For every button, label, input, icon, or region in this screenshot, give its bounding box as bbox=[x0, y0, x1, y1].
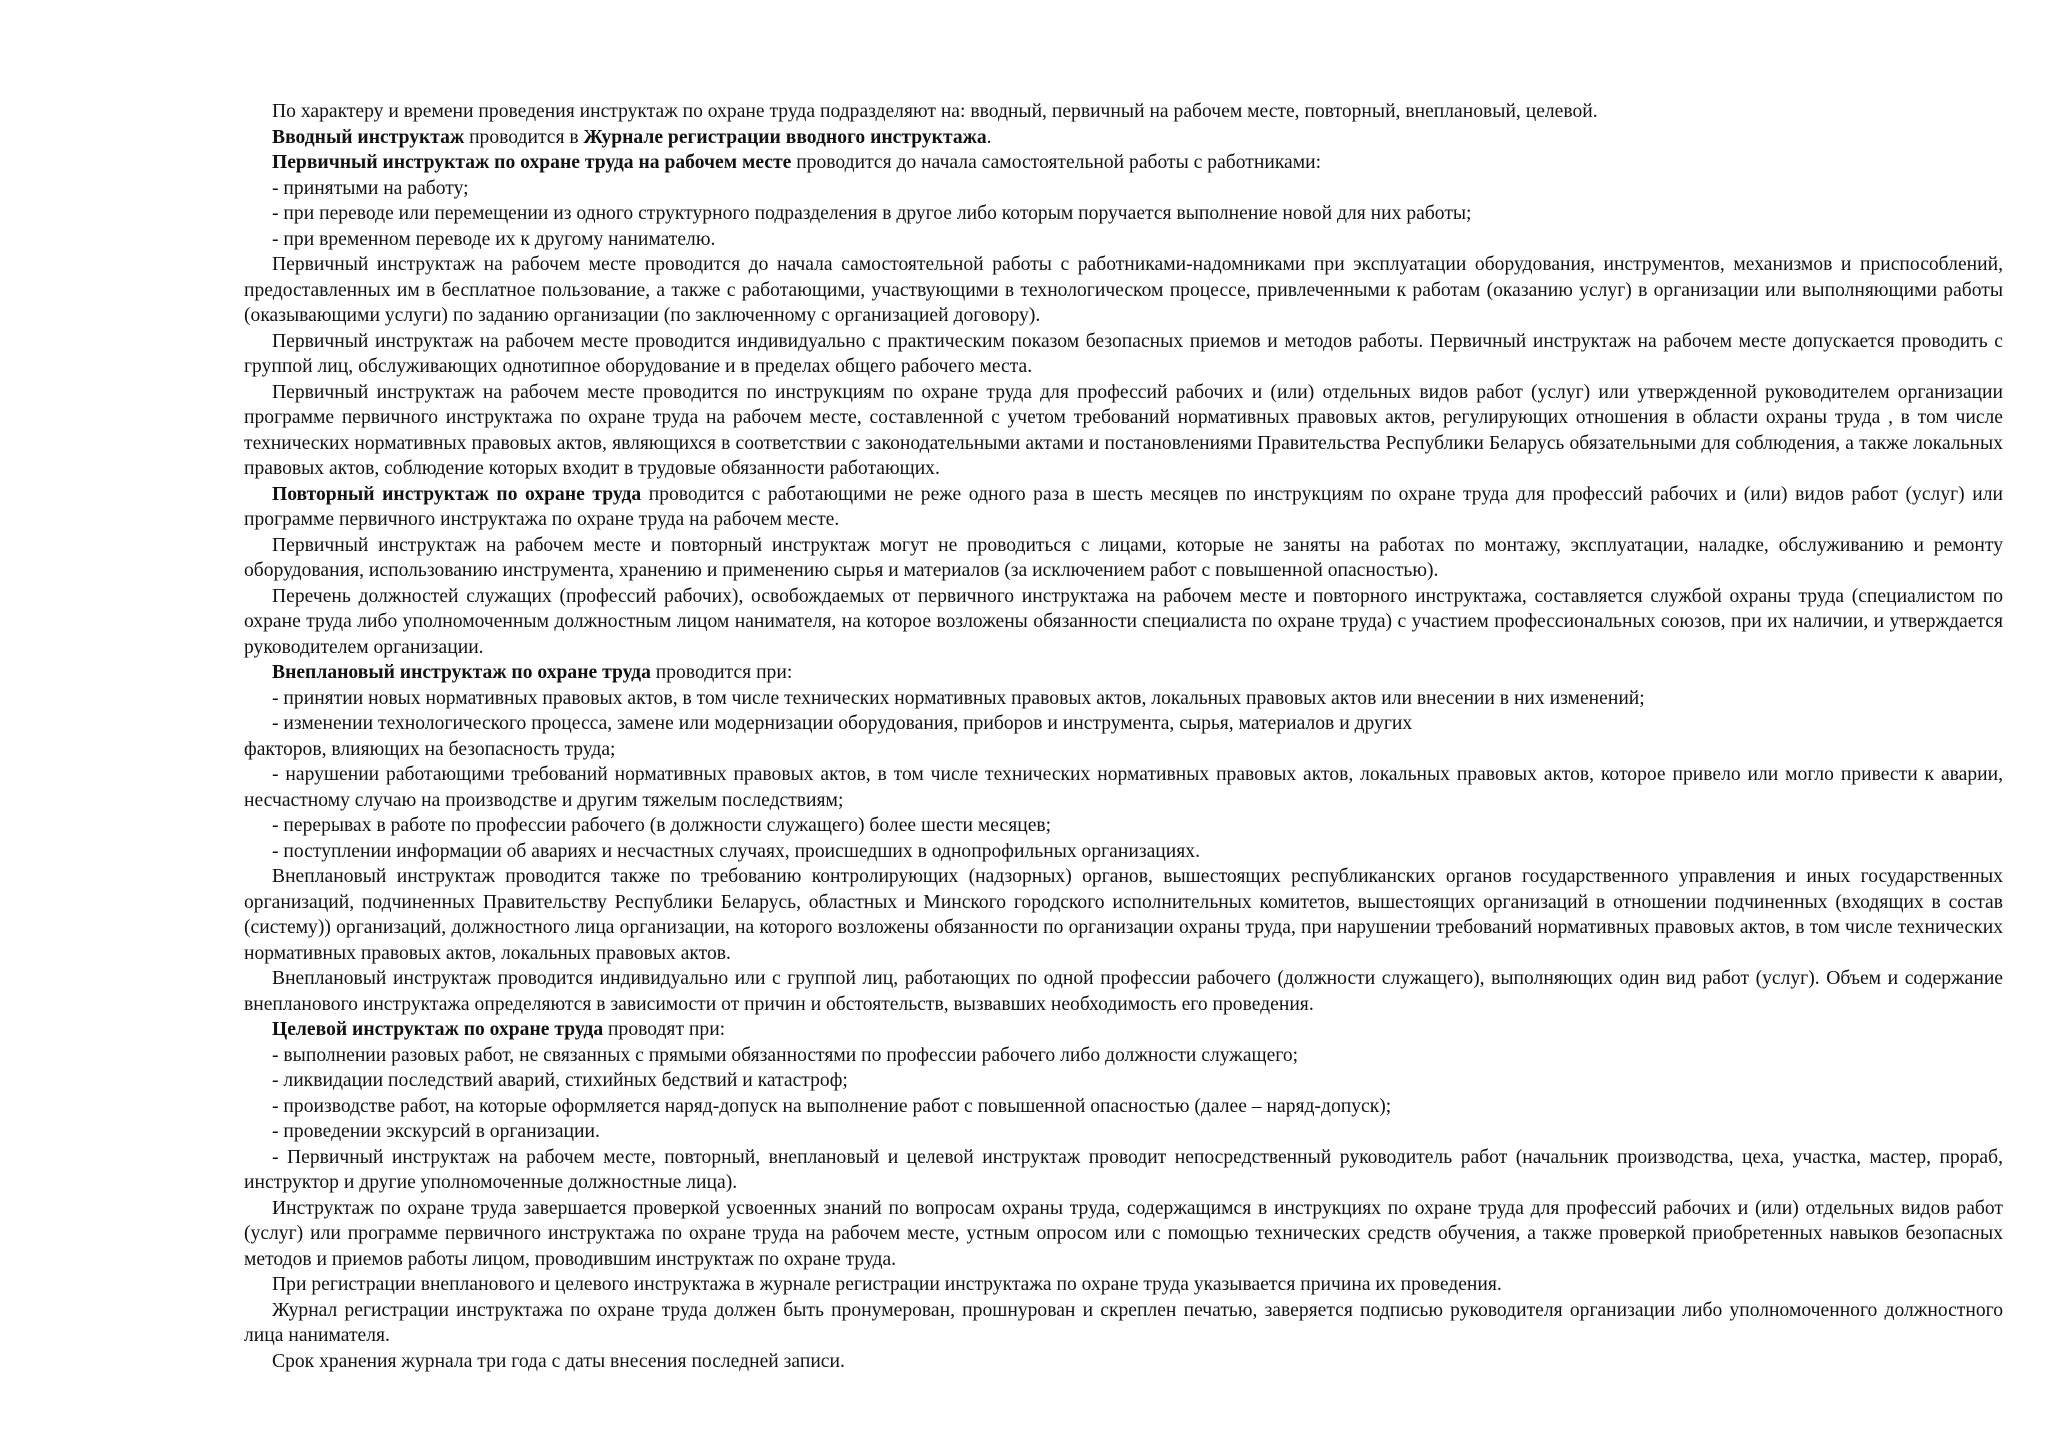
term-unscheduled: Внеплановый инструктаж по охране труда bbox=[272, 662, 651, 683]
list-item: - принятыми на работу; bbox=[272, 177, 469, 199]
paragraph-unscheduled bbox=[244, 660, 2003, 686]
paragraph-text: . bbox=[986, 126, 992, 148]
paragraph: Первичный инструктаж на рабочем месте и повторный инструктаж могут не проводиться с лицами, которые не заняты на работах по монтажу, эксплуатации, наладке, обслуживанию и ремонту оборудования, использованию инструмента, хранению и применению сырья и материалов (за исключением работ с повышенной опасностью). bbox=[244, 534, 2003, 581]
paragraph-text: проводится до начала самостоятельной работы с работниками: bbox=[791, 152, 1322, 173]
list-item: - ликвидации последствий аварий, стихийных бедствий и катастроф; bbox=[272, 1070, 848, 1091]
paragraph-text: проводится в bbox=[464, 126, 584, 148]
list-item: - проведении экскурсий в организации. bbox=[272, 1121, 600, 1142]
paragraph: Журнал регистрации инструктажа по охране труда должен быть пронумерован, прошнурован и скреплен печатью, заверяется подписью руководителя организации либо уполномоченного должностного лица нанимателя. bbox=[244, 1299, 2003, 1346]
list-item: - перерывах в работе по профессии рабочего (в должности служащего) более шести месяцев; bbox=[272, 815, 1052, 836]
paragraph: Перечень должностей служащих (профессий рабочих), освобождаемых от первичного инструктажа на рабочем месте и повторного инструктажа, составляется службой охраны труда (специалистом по охране труда либо уполномоченным должностным лицом нанимателя, на которое возложены обязанности специалиста по охране труда) с участием профессиональных союзов, при их наличии, и утверждается руководителем организации. bbox=[244, 585, 2003, 658]
document-page bbox=[244, 99, 2003, 1374]
term-primary: Первичный инструктаж по охране труда на рабочем месте bbox=[272, 152, 792, 173]
term-introductory: Вводный инструктаж bbox=[272, 126, 465, 148]
list-item: - Первичный инструктаж на рабочем месте, повторный, внеплановый и целевой инструктаж проводит непосредственный руководитель работ (начальник производства, цеха, участка, мастер, прораб, инструктор и другие уполномоченные должностные лица). bbox=[244, 1146, 2003, 1193]
paragraph: При регистрации внепланового и целевого инструктажа в журнале регистрации инструктажа по охране труда указывается причина их проведения. bbox=[272, 1274, 1502, 1295]
paragraph-text: проводится с работающими не реже одного раза в шесть месяцев по инструкциям по охране труда для профессий рабочих и (или) видов работ (услуг) или программе первичного инструктажа по охране труда на рабочем месте. bbox=[244, 483, 2003, 530]
paragraph-introductory bbox=[244, 125, 2003, 151]
list-item: - поступлении информации об авариях и несчастных случаях, происшедших в однопрофильных организациях. bbox=[272, 840, 1200, 862]
term-repeated: Повторный инструктаж по охране труда bbox=[272, 483, 642, 505]
term-journal: Журнале регистрации вводного инструктажа bbox=[583, 126, 987, 148]
list-item: - принятии новых нормативных правовых актов, в том числе технических нормативных правовых актов, локальных правовых актов или внесении в них изменений; bbox=[272, 687, 1645, 709]
paragraph: Внеплановый инструктаж проводится индивидуально или с группой лиц, работающих по одной профессии рабочего (должности служащего), выполняющих один вид работ (услуг). Объем и содержание внепланового инструктажа определяются в зависимости от причин и обстоятельств, вызвавших необходимость его проведения. bbox=[244, 968, 2003, 1015]
paragraph-instruction-types: По характеру и времени проведения инструктаж по охране труда подразделяют на: вводный, первичный на рабочем месте, повторный, внеплановый, целевой. bbox=[272, 101, 1598, 122]
paragraph: Инструктаж по охране труда завершается проверкой усвоенных знаний по вопросам охраны труда, содержащимся в инструкциях по охране труда для профессий рабочих и (или) отдельных видов работ (услуг) или программе первичного инструктажа по охране труда на рабочем месте, устным опросом или с помощью технических средств обучения, а также проверкой приобретенных навыков безопасных методов и приемов работы лицом, проводившим инструктаж по охране труда. bbox=[244, 1197, 2003, 1270]
paragraph-primary bbox=[244, 150, 2003, 176]
list-item: - при переводе или перемещении из одного структурного подразделения в другое либо которым поручается выполнение новой для них работы; bbox=[272, 203, 1472, 224]
paragraph-targeted bbox=[244, 1017, 2003, 1043]
list-item: - нарушении работающими требований нормативных правовых актов, в том числе технических нормативных правовых актов, локальных правовых актов, которое привело или могло привести к аварии, несчастному случаю на производстве и другим тяжелым последствиям; bbox=[244, 764, 2003, 811]
paragraph-text: проводят при: bbox=[603, 1019, 726, 1040]
list-item: - изменении технологического процесса, замене или модернизации оборудования, приборов и инструмента, сырья, материалов и других bbox=[272, 713, 1413, 734]
list-item: - производстве работ, на которые оформляется наряд-допуск на выполнение работ с повышенной опасностью (далее – наряд-допуск); bbox=[272, 1095, 1392, 1117]
paragraph: Первичный инструктаж на рабочем месте проводится до начала самостоятельной работы с работниками-надомниками при эксплуатации оборудования, инструментов, механизмов и приспособлений, предоставленных им в бесплатное пользование, а также с работающими, участвующими в технологическом процессе, привлеченными к работам (оказанию услуг) в организации или выполняющими работы (оказывающими услуги) по заданию организации (по заключенному с организацией договору). bbox=[244, 254, 2003, 326]
paragraph-repeated bbox=[244, 482, 2003, 533]
list-item: - выполнении разовых работ, не связанных с прямыми обязанностями по профессии рабочего либо должности служащего; bbox=[272, 1044, 1299, 1066]
paragraph-text: проводится при: bbox=[650, 662, 793, 683]
term-targeted: Целевой инструктаж по охране труда bbox=[272, 1019, 604, 1040]
paragraph-last: Срок хранения журнала три года с даты внесения последней записи. bbox=[272, 1350, 845, 1372]
list-item-continuation: факторов, влияющих на безопасность труда; bbox=[244, 738, 616, 760]
paragraph: Первичный инструктаж на рабочем месте проводится индивидуально с практическим показом безопасных приемов и методов работы. Первичный инструктаж на рабочем месте допускается проводить с группой лиц, обслуживающих однотипное оборудование и в пределах общего рабочего места. bbox=[244, 330, 2003, 377]
list-item: - при временном переводе их к другому нанимателю. bbox=[272, 228, 716, 250]
paragraph: Первичный инструктаж на рабочем месте проводится по инструкциям по охране труда для профессий рабочих и (или) отдельных видов работ (услуг) или утвержденной руководителем организации программе первичного инструктажа по охране труда на рабочем месте, составленной с учетом требований нормативных правовых актов, регулирующих отношения в области охраны труда , в том числе технических нормативных правовых актов, являющихся в соответствии с законодательными актами и постановлениями Правительства Республики Беларусь обязательными для соблюдения, а также локальных правовых актов, соблюдение которых входит в трудовые обязанности работающих. bbox=[244, 381, 2003, 479]
paragraph: Внеплановый инструктаж проводится также по требованию контролирующих (надзорных) органов, вышестоящих республиканских органов государственного управления и иных государственных организаций, подчиненных Правительству Республики Беларусь, областных и Минского городского исполнительных комитетов, вышестоящих организаций в отношении подчиненных (входящих в состав (систему)) организаций, должностного лица организации, на которого возложены обязанности по организации охраны труда, при нарушении требований нормативных правовых актов, в том числе технических нормативных правовых актов, локальных правовых актов. bbox=[244, 866, 2003, 964]
